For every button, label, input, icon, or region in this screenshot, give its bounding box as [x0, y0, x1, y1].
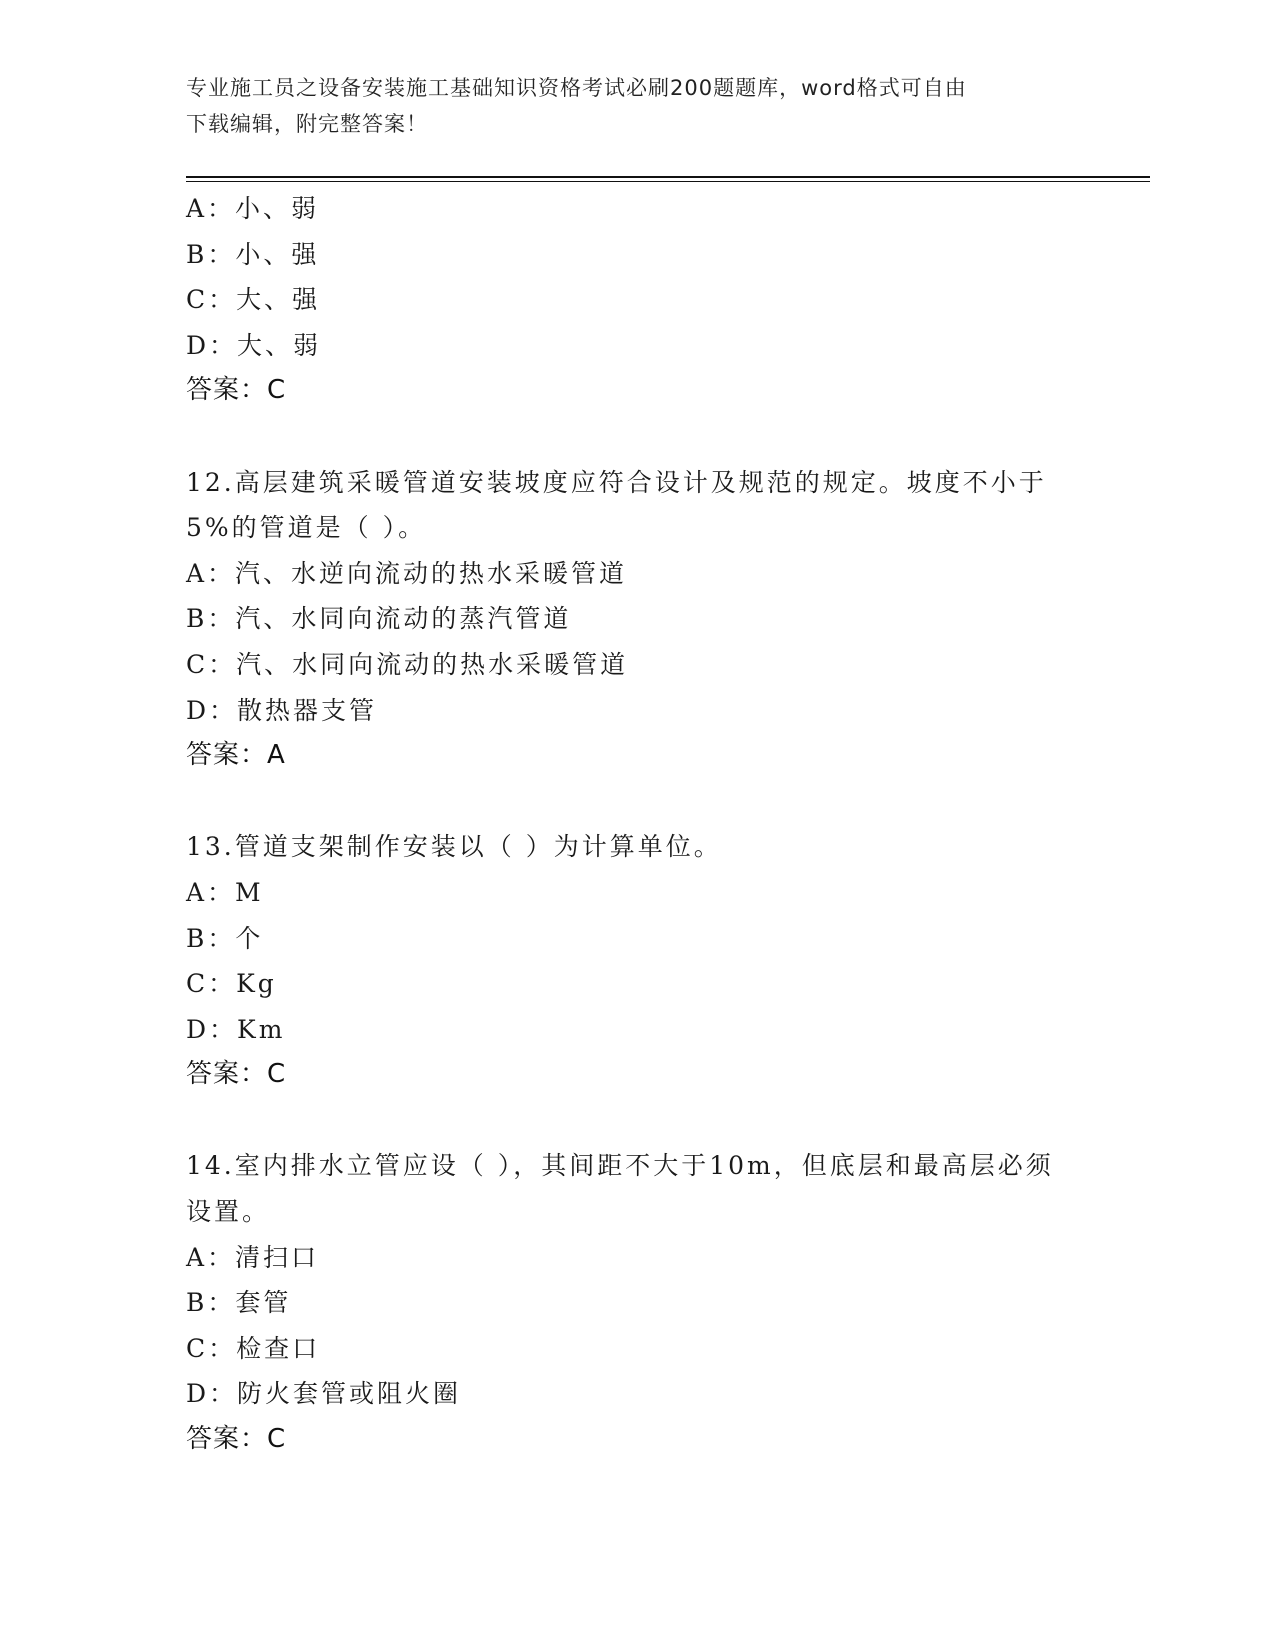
- q11-option-b: B：小、强: [186, 239, 320, 269]
- header-line-1: 专业施工员之设备安装施工基础知识资格考试必刷200题题库，word格式可自由: [186, 76, 967, 100]
- spacer: [186, 414, 1086, 460]
- q14-option-b: B：套管: [186, 1288, 292, 1318]
- q12-option-b: B：汽、水同向流动的蒸汽管道: [186, 604, 572, 634]
- q11-answer: 答案：C: [186, 375, 287, 406]
- spacer: [186, 1098, 1086, 1144]
- q12-option-c: C：汽、水同向流动的热水采暖管道: [186, 649, 629, 679]
- q13-option-b: B：个: [186, 923, 264, 953]
- question-list: [186, 186, 1086, 1463]
- question-12-block: [186, 460, 1086, 779]
- q14-option-d: D：防火套管或阻火圈: [186, 1379, 462, 1409]
- q12-stem-line-2: 5%的管道是（ ）。: [186, 513, 427, 543]
- q13-stem-line-1: 13.管道支架制作安装以（ ）为计算单位。: [186, 832, 722, 862]
- header-rule-thick: [186, 176, 1150, 178]
- q12-option-a: A：汽、水逆向流动的热水采暖管道: [186, 558, 628, 588]
- q11-option-d: D：大、弱: [186, 330, 322, 360]
- q11-option-a: A：小、弱: [186, 194, 320, 223]
- q13-option-c: C：Kg: [186, 969, 277, 999]
- q13-option-a: A：M: [186, 877, 264, 907]
- q11-option-c: C：大、强: [186, 285, 321, 315]
- question-14-block: [186, 1143, 1086, 1462]
- q14-option-a: A：清扫口: [186, 1242, 320, 1272]
- q14-stem-line-2: 设置。: [186, 1197, 271, 1227]
- q14-stem-line-1: 14.室内排水立管应设（ ），其间距不大于10m，但底层和最高层必须: [186, 1151, 1054, 1181]
- header-rule-thin: [186, 181, 1150, 182]
- q13-answer: 答案：C: [186, 1059, 287, 1090]
- q13-option-d: D：Km: [186, 1014, 286, 1044]
- question-13-block: [186, 824, 1086, 1098]
- header-line-2: 下载编辑，附完整答案！: [186, 112, 428, 136]
- q14-option-c: C：检查口: [186, 1333, 321, 1363]
- document-header: [186, 70, 1066, 142]
- spacer: [186, 779, 1086, 825]
- q12-option-d: D：散热器支管: [186, 695, 378, 725]
- q12-stem-line-1: 12.高层建筑采暖管道安装坡度应符合设计及规范的规定。坡度不小于: [186, 467, 1047, 497]
- q12-answer: 答案：A: [186, 740, 286, 771]
- question-11-block: [186, 186, 1086, 414]
- q14-answer: 答案：C: [186, 1424, 287, 1455]
